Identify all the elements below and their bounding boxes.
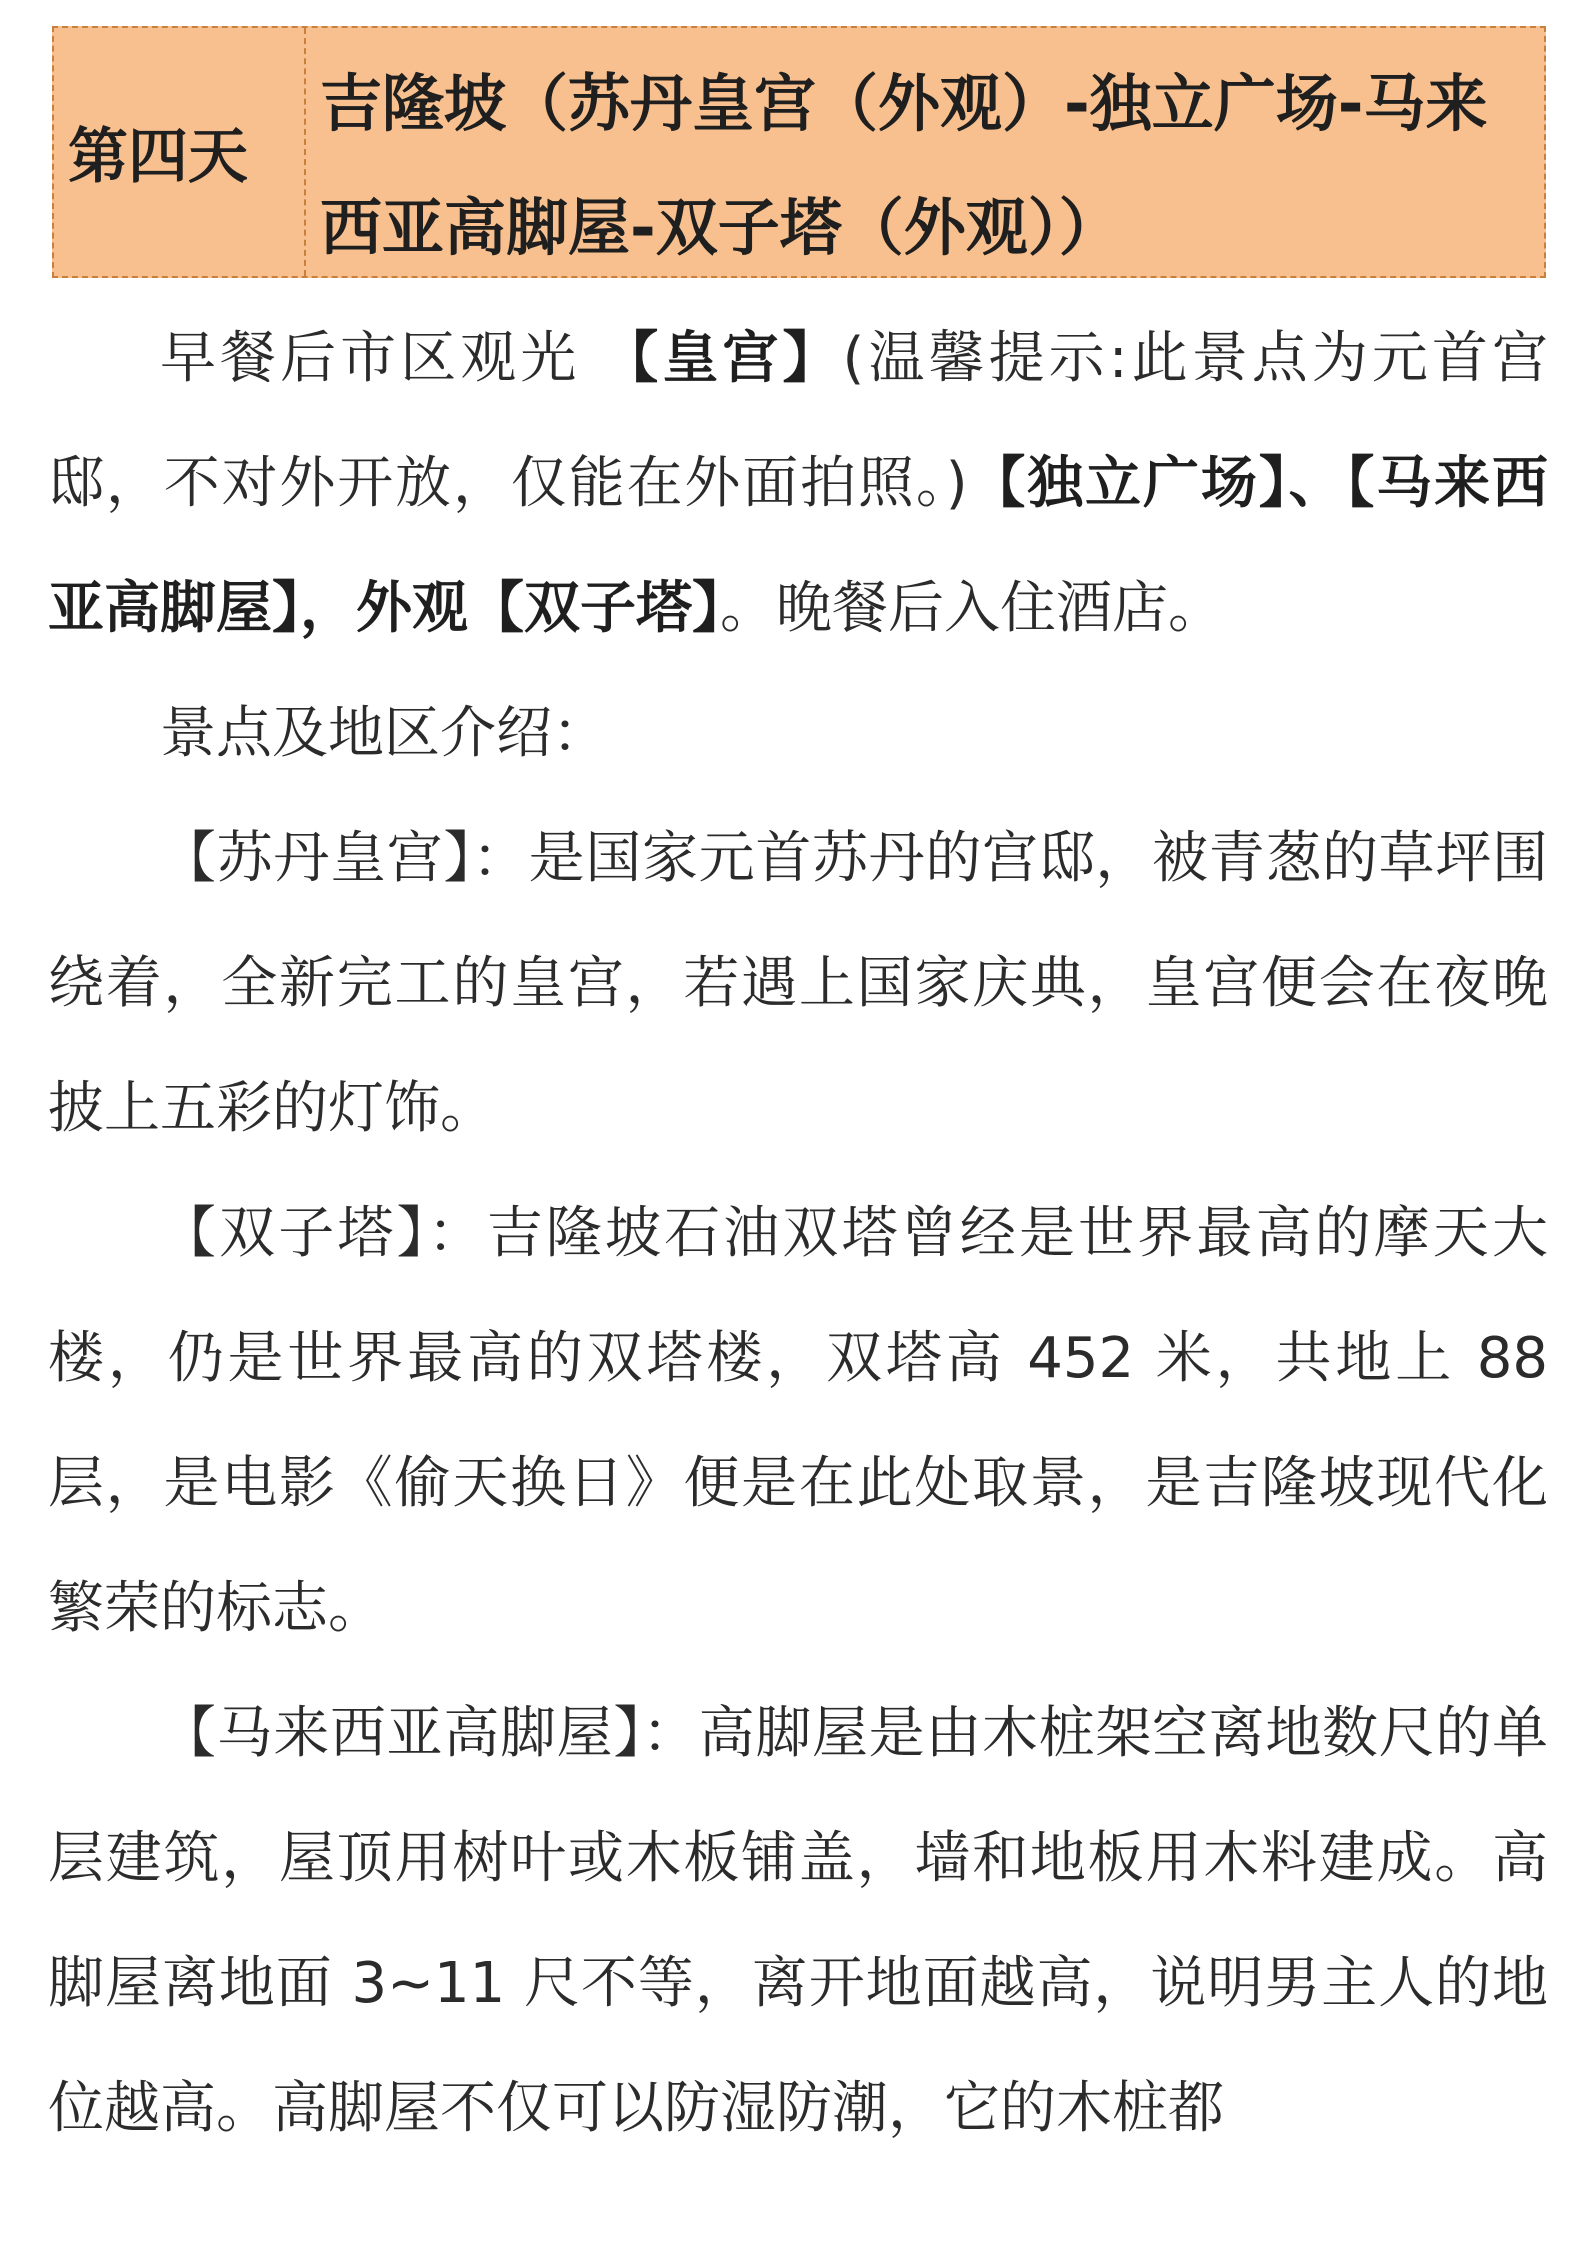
attraction-twin-towers: 【双子塔】：吉隆坡石油双塔曾经是世界最高的摩天大楼，仍是世界最高的双塔楼，双塔高 452 米，共地上 88 层，是电影《偷天换日》便是在此处取景，是吉隆坡现代化繁荣的标志。 xyxy=(48,1201,1548,1641)
attraction-palace: 【苏丹皇宫】：是国家元首苏丹的宫邸，被青葱的草坪围绕着，全新完工的皇宫，若遇上国家庆典，皇宫便会在夜晚披上五彩的灯饰。 xyxy=(48,826,1548,1141)
day-content xyxy=(48,296,1548,2171)
day-label: 第四天 xyxy=(54,28,306,276)
itinerary-paragraph xyxy=(48,296,1548,671)
palace-note: (温馨提示:此景点为元首宫邸，不对外开放，仅能在外面拍照。) xyxy=(48,326,1548,516)
day-route-title: 吉隆坡（苏丹皇宫（外观）-独立广场-马来西亚高脚屋-双子塔（外观）） xyxy=(320,67,1488,264)
palace-highlight: 【皇宫】 xyxy=(602,326,843,391)
itinerary-intro: 早餐后市区观光 xyxy=(160,326,603,391)
day-header-table xyxy=(52,26,1546,278)
attraction-stilt-house: 【马来西亚高脚屋】：高脚屋是由木桩架空离地数尺的单层建筑，屋顶用树叶或木板铺盖，墙和地板用木料建成。高脚屋离地面 3~11 尺不等，离开地面越高，说明男主人的地位越高。高脚屋不仅可以防湿防潮，它的木桩都 xyxy=(48,1701,1548,2141)
itinerary-ending: 。晚餐后入住酒店。 xyxy=(720,576,1224,641)
sights-highlight: 【独立广场】、【马来西亚高脚屋】，外观【双子塔】 xyxy=(48,451,1548,641)
intro-heading: 景点及地区介绍： xyxy=(160,701,608,766)
